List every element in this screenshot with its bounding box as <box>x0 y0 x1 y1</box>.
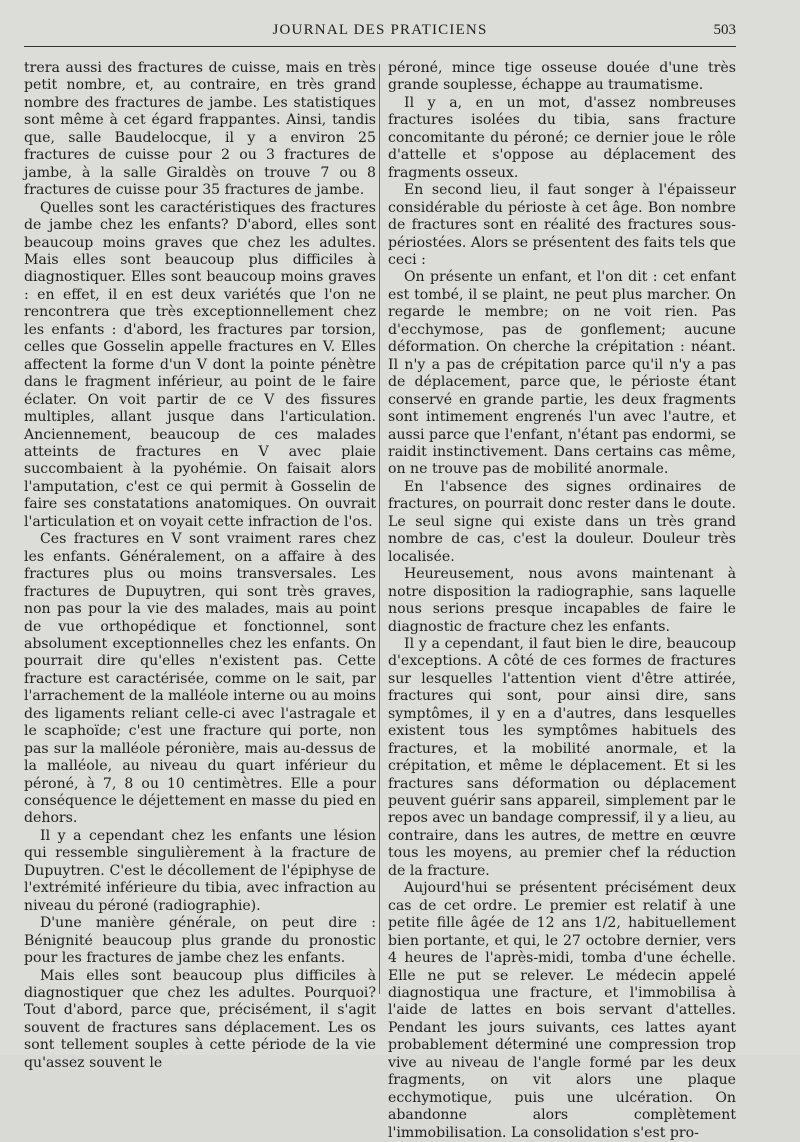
paragraph: Il y a, en un mot, d'assez nombreuses fractures isolées du tibia, sans fracture concomitante du péroné; ce dernier joue le rôle d'attelle et s'oppose au déplacement des fragments osseux. <box>388 94 736 181</box>
paragraph: Heureusement, nous avons maintenant à notre disposition la radiographie, sans laquelle nous serions presque incapables de faire le diagnostic de fracture chez les enfants. <box>388 566 736 635</box>
paragraph: péroné, mince tige osseuse douée d'une très grande souplesse, échappe au traumatisme. <box>388 60 736 94</box>
paragraph: En second lieu, il faut songer à l'épaisseur considérable du périoste à cet âge. Bon nombre de fractures sont en réalité des fractures sous-périostées. Alors se présentent des faits tels que ceci : <box>388 182 736 268</box>
paragraph: On présente un enfant, et l'on dit : cet enfant est tombé, il se plaint, ne peut plus marcher. On regarde le membre; on ne voit rien. Pas d'ecchymose, pas de gonflement; aucune déformation. On cherche la crépitation : néant. Il n'y a pas de crépitation parce qu'il n'y a pas de déplacement, parce que, le périoste étant conservé en grande partie, les deux fragments sont intimement engrenés l'un avec l'autre, et aussi parce que l'enfant, n'étant pas endormi, se raidit instinctivement. Dans certains cas même, on ne trouve pas de mobilité anormale. <box>388 269 736 478</box>
journal-title: JOURNAL DES PRATICIENS <box>272 22 488 38</box>
page-header <box>24 22 736 44</box>
paragraph: En l'absence des signes ordinaires de fractures, on pourrait donc rester dans le doute. Le seul signe qui existe dans un très grand nombre de cas, c'est la douleur. Douleur très localisée. <box>388 478 736 565</box>
right-column <box>388 60 736 1142</box>
paragraph: Aujourd'hui se présentent précisément deux cas de cet ordre. Le premier est relatif à une petite fille âgée de 12 ans 1/2, habituellement bien portante, et qui, le 27 octobre dernier, vers 4 heures de l'après-midi, tomba d'une échelle. Elle ne put se relever. Le médecin appelé diagnostiqua une fracture, et l'immobilisa à l'aide de lattes en bois servant d'attelles. Pendant les jours suivants, ces lattes ayant probablement déterminé une compression trop vive au niveau de l'angle formé par les deux fragments, on vit alors une plaque ecchymotique, puis une ulcération. On abandonne alors complètement l'immobilisation. La consolidation s'est pro- <box>388 880 736 1141</box>
paragraph: Il y a cependant chez les enfants une lésion qui ressemble singulièrement à la fracture de Dupuytren. C'est le décollement de l'épiphyse de l'extrémité inférieure du tibia, avec infraction au niveau du péroné (radiographie). <box>24 827 376 914</box>
left-column <box>24 60 376 1072</box>
header-rule <box>24 46 736 47</box>
column-divider <box>379 64 380 994</box>
paragraph: Ces fractures en V sont vraiment rares chez les enfants. Généralement, on a affaire à des fractures plus ou moins transversales. Les fractures de Dupuytren, qui sont très graves, non pas pour la vie des malades, mais au point de vue orthopédique et fonctionnel, sont absolument exceptionnelles chez les enfants. On pourrait dire qu'elles n'existent pas. Cette fracture est caractérisée, comme on le sait, par l'arrachement de la malléole interne ou au moins des ligaments reliant celle-ci avec l'astragale et le scaphoïde; c'est une fracture qui porte, non pas sur la malléole péronière, mais au-dessus de la malléole, au niveau du quart inférieur du péroné, à 7, 8 ou 10 centimètres. Elle a pour conséquence le déjettement en masse du pied en dehors. <box>24 531 376 827</box>
paragraph: Quelles sont les caractéristiques des fractures de jambe chez les enfants? D'abord, elles sont beaucoup moins graves que chez les adultes. Mais elles sont beaucoup plus difficiles à diagnostiquer. Elles sont beaucoup moins graves : en effet, il en est deux variétés que l'on ne rencontrera que très exceptionnellement chez les enfants : d'abord, les fractures par torsion, celles que Gosselin appelle fractures en V. Elles affectent la forme d'un V dont la pointe pénètre dans le fragment inférieur, au point de le faire éclater. On voit partir de ce V des fissures multiples, allant jusque dans l'articulation. Anciennement, beaucoup de ces malades atteints de fractures en V avec plaie succombaient à la pyohémie. On faisait alors l'amputation, c'est ce qui permit à Gosselin de faire ses constatations anatomiques. On ouvrait l'articulation et on voyait cette infraction de l'os. <box>24 199 376 530</box>
paragraph: D'une manière générale, on peut dire : Bénignité beaucoup plus grande du pronostic pour les fractures de jambe chez les enfants. <box>24 915 376 967</box>
paragraph: Il y a cependant, il faut bien le dire, beaucoup d'exceptions. A côté de ces formes de fractures sur lesquelles l'attention vient d'être attirée, fractures qui sont, pour ainsi dire, sans symptômes, il y en a d'autres, dans lesquelles existent tous les symptômes habituels des fractures, et la mobilité anormale, et la crépitation, et même le déplacement. Et si les fractures sans déformation ou déplacement peuvent guérir sans appareil, simplement par le repos avec un bandage compressif, il y a lieu, au contraire, dans les autres, de mettre en œuvre tous les moyens, au premier chef la réduction de la fracture. <box>388 635 736 879</box>
paragraph: trera aussi des fractures de cuisse, mais en très petit nombre, et, au contraire, en très grand nombre des fractures de jambe. Les statistiques sont même à cet égard frappantes. Ainsi, tandis que, salle Baudelocque, il y a environ 25 fractures de cuisse pour 2 ou 3 fractures de jambe, à la salle Giraldès on trouve 7 ou 8 fractures de cuisse pour 35 fractures de jambe. <box>24 60 376 199</box>
page-number: 503 <box>713 22 736 38</box>
paragraph: Mais elles sont beaucoup plus difficiles à diagnostiquer que chez les adultes. Pourquoi? Tout d'abord, parce que, précisément, il s'agit souvent de fractures sans déplacement. Les os sont tellement souples à cette période de la vie qu'assez souvent le <box>24 967 376 1071</box>
